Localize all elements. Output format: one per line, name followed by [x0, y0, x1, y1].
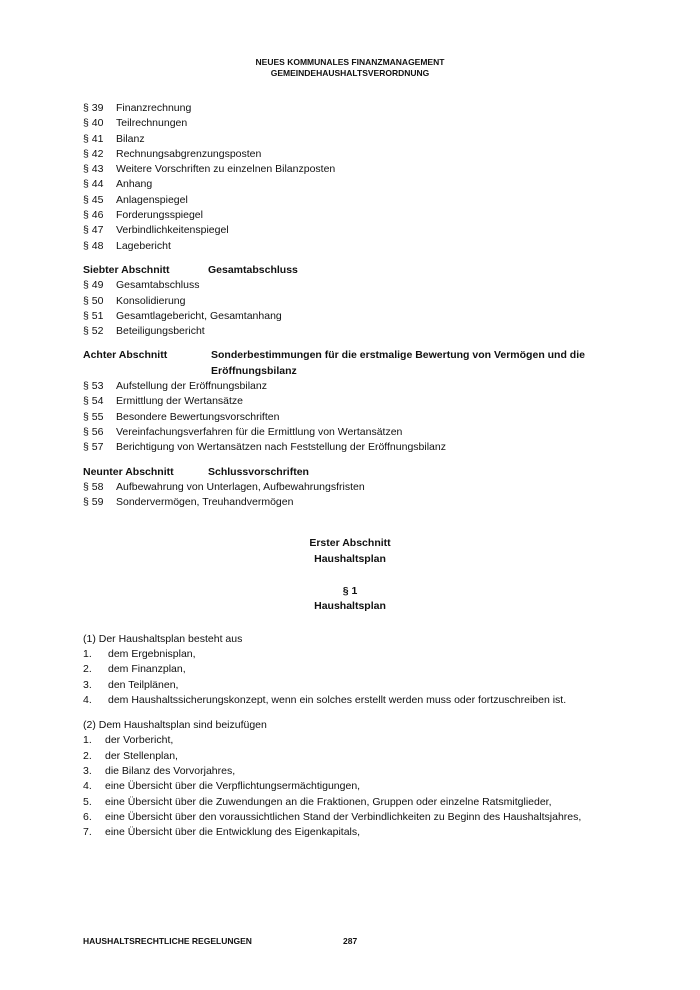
section-title: Sonderbestimmungen für die erstmalige Bewertung von Vermögen und die Eröffnungsbilanz [211, 349, 585, 377]
section-label: Achter Abschnitt [83, 349, 168, 362]
list-item [83, 693, 643, 708]
list-text: eine Übersicht über die Verpflichtungsermächtigungen, [105, 780, 361, 793]
list-num: 4. [83, 780, 92, 793]
list-num: 4. [83, 693, 92, 706]
toc-title: Teilrechnungen [116, 117, 188, 130]
toc-row [83, 177, 643, 192]
section-heading-8 [83, 348, 643, 379]
toc-row [83, 208, 643, 223]
toc-title: Bilanz [116, 132, 145, 145]
toc-row [83, 324, 643, 339]
paragraph-title: Haushaltsplan [314, 600, 386, 613]
clause-intro: (1) Der Haushaltsplan besteht aus [83, 632, 243, 645]
toc-row [83, 193, 643, 208]
toc-row [83, 239, 643, 254]
section-heading-7 [83, 263, 643, 278]
list-item [83, 825, 643, 840]
list-item [83, 733, 643, 748]
section-title: Schlussvorschriften [208, 465, 309, 478]
toc-num: § 42 [83, 147, 104, 160]
list-item [83, 647, 643, 662]
list-text: dem Finanzplan, [108, 663, 186, 676]
toc-title: Gesamtlagebericht, Gesamtanhang [116, 309, 282, 322]
footer-title: HAUSHALTSRECHTLICHE REGELUNGEN [83, 936, 252, 946]
list-num: 2. [83, 663, 92, 676]
list-num: 2. [83, 749, 92, 762]
toc-num: § 52 [83, 325, 104, 338]
list-text: dem Ergebnisplan, [108, 647, 196, 660]
toc-num: § 58 [83, 480, 104, 493]
list-item [83, 749, 643, 764]
toc-title: Ermittlung der Wertansätze [116, 395, 244, 408]
list-num: 1. [83, 647, 92, 660]
list-text: eine Übersicht über den voraussichtlichen Stand der Verbindlichkeiten zu Beginn des Haushaltsjahres, [105, 810, 582, 823]
toc-row [83, 410, 643, 425]
header-line-2: GEMEINDEHAUSHALTSVERORDNUNG [270, 68, 430, 78]
list-item [83, 662, 643, 677]
toc-num: § 47 [83, 224, 104, 237]
toc-row [83, 394, 643, 409]
list-text: eine Übersicht über die Zuwendungen an die Fraktionen, Gruppen oder einzelne Ratsmitglieder, [105, 795, 552, 808]
toc-title: Verbindlichkeitenspiegel [116, 224, 229, 237]
toc-title: Weitere Vorschriften zu einzelnen Bilanzposten [116, 163, 336, 176]
list-text: den Teilplänen, [108, 678, 179, 691]
page-header [0, 57, 700, 79]
toc-title: Aufbewahrung von Unterlagen, Aufbewahrungsfristen [116, 480, 365, 493]
page-footer [83, 936, 358, 946]
paragraph-number: § 1 [342, 585, 358, 598]
toc-num: § 50 [83, 294, 104, 307]
list-item [83, 779, 643, 794]
toc-num: § 44 [83, 178, 104, 191]
toc-num: § 59 [83, 496, 104, 509]
toc-title: Finanzrechnung [116, 102, 192, 114]
toc-title: Sondervermögen, Treuhandvermögen [116, 496, 294, 509]
list-text: der Vorbericht, [105, 734, 174, 747]
clause-2 [83, 718, 643, 840]
toc-num: § 39 [83, 102, 104, 114]
section-label: Neunter Abschnitt [83, 465, 174, 478]
list-num: 5. [83, 795, 92, 808]
toc-row [83, 132, 643, 147]
toc-num: § 53 [83, 380, 104, 393]
toc-row [83, 480, 643, 495]
toc-num: § 46 [83, 209, 104, 222]
toc-title: Vereinfachungsverfahren für die Ermittlung von Wertansätzen [116, 425, 403, 438]
toc-row [83, 495, 643, 510]
paragraph-heading [83, 584, 617, 615]
toc-num: § 56 [83, 425, 104, 438]
header-line-1: NEUES KOMMUNALES FINANZMANAGEMENT [255, 57, 445, 67]
part-label: Erster Abschnitt [309, 537, 391, 550]
list-num: 6. [83, 810, 92, 823]
toc-num: § 43 [83, 163, 104, 176]
toc-title: Anlagenspiegel [116, 193, 188, 206]
part-title: Haushaltsplan [314, 552, 386, 565]
list-text: eine Übersicht über die Entwicklung des Eigenkapitals, [105, 826, 361, 839]
toc-num: § 54 [83, 395, 104, 408]
toc-title: Rechnungsabgrenzungsposten [116, 147, 262, 160]
list-text: dem Haushaltssicherungskonzept, wenn ein solches erstellt werden muss oder fortzuschreiben ist. [108, 693, 567, 706]
section-heading-9 [83, 465, 643, 480]
toc-list [83, 379, 643, 455]
toc-row [83, 147, 643, 162]
part-heading [83, 536, 617, 567]
toc-list [83, 101, 643, 254]
list-item [83, 678, 643, 693]
list-text: die Bilanz des Vorvorjahres, [105, 764, 236, 777]
toc-title: Forderungsspiegel [116, 209, 203, 222]
toc-title: Beteiligungsbericht [116, 325, 205, 338]
section-title: Gesamtabschluss [208, 263, 298, 276]
clause-intro: (2) Dem Haushaltsplan sind beizufügen [83, 719, 267, 732]
toc-num: § 49 [83, 279, 104, 292]
toc-row [83, 309, 643, 324]
toc-num: § 45 [83, 193, 104, 206]
toc-row [83, 223, 643, 238]
toc-title: Berichtigung von Wertansätzen nach Feststellung der Eröffnungsbilanz [116, 441, 446, 454]
toc-row [83, 379, 643, 394]
toc-num: § 40 [83, 117, 104, 130]
toc-num: § 41 [83, 132, 104, 145]
clause-1 [83, 632, 643, 708]
toc-num: § 48 [83, 239, 104, 252]
toc-list [83, 278, 643, 339]
toc-row [83, 425, 643, 440]
toc-row [83, 116, 643, 131]
section-label: Siebter Abschnitt [83, 263, 170, 276]
list-num: 7. [83, 826, 92, 839]
toc-title: Besondere Bewertungsvorschriften [116, 410, 280, 423]
list-item [83, 810, 643, 825]
list-item [83, 795, 643, 810]
list-num: 3. [83, 678, 92, 691]
toc-title: Anhang [116, 178, 153, 191]
toc-title: Lagebericht [116, 239, 171, 252]
list-num: 3. [83, 764, 92, 777]
toc-row [83, 440, 643, 455]
list-item [83, 764, 643, 779]
toc-title: Konsolidierung [116, 294, 186, 307]
toc-row [83, 294, 643, 309]
toc-num: § 51 [83, 309, 104, 322]
toc-list [83, 480, 643, 511]
toc-row [83, 278, 643, 293]
toc-num: § 55 [83, 410, 104, 423]
toc-num: § 57 [83, 441, 104, 454]
toc-row [83, 162, 643, 177]
list-num: 1. [83, 734, 92, 747]
page-number: 287 [343, 936, 358, 946]
toc-title: Gesamtabschluss [116, 279, 200, 292]
page-content [83, 101, 643, 840]
list-text: der Stellenplan, [105, 749, 178, 762]
toc-row [83, 101, 643, 116]
toc-title: Aufstellung der Eröffnungsbilanz [116, 380, 267, 393]
